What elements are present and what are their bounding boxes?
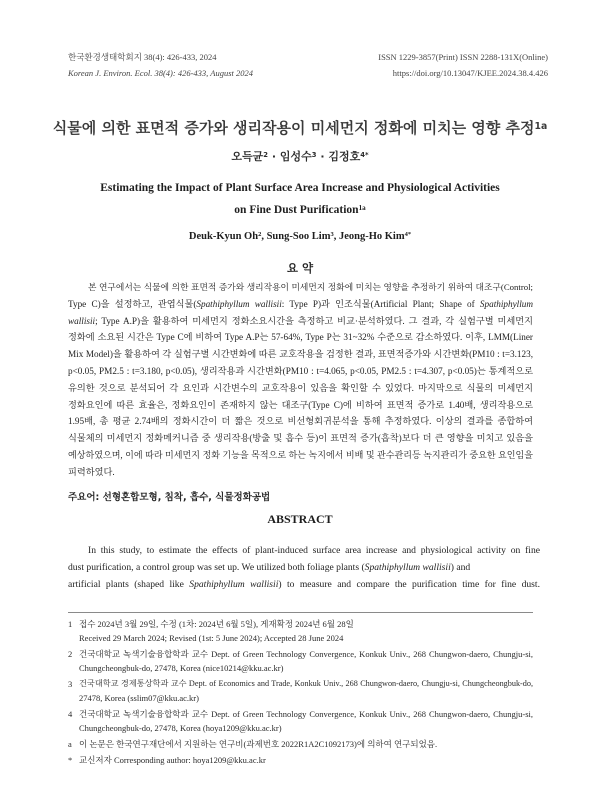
keywords-label: 주요어: [68,492,100,503]
abstract-korean-heading: 요 약 [286,261,314,275]
abstract-korean-line [68,430,533,447]
title-korean-footnote-ref: 1a [534,120,548,132]
doi-link[interactable]: https://doi.org/10.13047/KJEE.2024.38.4.426 [392,68,548,78]
text-run: 식물체의 미세먼지 정화메커니즘 중 생리작용(방출 및 흡수 등)이 표면적 증가(흡착)보다 더 큰 영향을 미치고 있음을 [68,433,533,444]
author-affiliation-ref: 3 [330,231,334,239]
text-run: In this study, to estimate the effects of plant-induced surface area increase and physiological activity on fine [88,545,540,556]
text-run: : Type P)과 인조식물(Artificial Plant; Shape of [281,298,480,309]
text-run: Type C)을 설정하고, 관엽식물( [68,298,197,309]
author-name: 오득균 [231,150,264,163]
abstract-korean-line [68,380,533,397]
text-run: Mix Model)을 활용하여 각 실험구별 시간변화에 따른 교호작용을 검정한 결과, 표면적증가와 시간변화(PM10 : t=3.123, [68,349,533,360]
italic-text-run: wallisii [68,315,96,326]
footnote-line-text [79,663,283,673]
abstract-korean-line-text [68,467,115,477]
footnote-line-text [79,619,354,629]
footnote-body [79,677,533,705]
journal-header-right [378,49,548,81]
footnote-body [79,737,533,751]
author-affiliation-ref: 4* [404,231,412,239]
footnote-body [79,617,533,645]
footnote-line [79,647,533,661]
footnote-mark: 3 [68,679,73,689]
text-run: 접수 2024년 3월 29일, 수정 (1차: 2024년 6월 5일), 게재확정 2024년 6월 28일 [79,619,354,629]
author-separator: · [268,150,280,163]
text-run: artificial plants (shaped like [68,578,190,590]
italic-text-run: Spathiphyllum wallisii [189,578,279,590]
footnote-line [79,617,533,631]
text-run: 건국대학교 녹색기술융합학과 교수 Dept. of Green Technology Convergence, Konkuk Univ., 268 Chungwon-daero, Chungju-si, [79,709,533,719]
text-run: 정화요인에 따른 효율은, 정화요인이 존재하지 않는 대조구(Type C)에 비하여 표면적 증가로 1.40배, 생리작용으로 [68,399,533,410]
footnote-mark: a [68,739,72,749]
text-run: ) to measure and compare the purification time for fine dust. [278,578,540,590]
abstract-korean-line [68,329,533,346]
abstract-korean-line [68,413,533,430]
abstract-english [68,543,540,593]
abstract-english-line [68,543,540,560]
text-run: 본 연구에서는 식물에 의한 표면적 증가와 생리작용이 미세먼지 정화에 미치는 영향을 추정하기 위하여 대조구(Control; [88,282,533,292]
journal-name-english: Korean J. Environ. Ecol. 38(4): 426-433, August 2024 [68,68,254,78]
footnote-body [79,753,533,767]
abstract-english-line-text [68,562,470,573]
footnote-line [79,721,533,735]
text-run: p<0.05, PM2.5 : t=3.180, p<0.05), 생리작용과 시간변화(PM10 : t=4.065, p<0.05, PM2.5 : t=4.307, p<0.05)는 통계적으로 [68,365,533,376]
text-run: 이 논문은 한국연구재단에서 지원하는 연구비(과제번호 2022R1A2C1092173)에 의하여 연구되었음. [79,739,438,749]
text-run: 건국대학교 경제통상학과 교수 Dept. of Economics and Trade, Konkuk Univ., 268 Chungwon-daero, Chungju-si, Chungcheongbuk-do, [79,679,533,688]
keywords [68,490,533,506]
title-english-line [40,177,560,199]
abstract-korean-line-text [88,282,533,292]
title-korean [20,118,580,138]
footnote-body [79,647,533,675]
abstract-korean-line-text [68,299,533,309]
abstract-korean-line [68,464,533,481]
text-run: 정화에 소요된 시간은 Type C에 비하여 Type A.P는 57-64%, Type P는 31~32% 수준으로 감소하였다. 이후, LMM(Liner [68,332,533,343]
authors-english [40,229,560,245]
text-run: 27478, Korea (sslim07@kku.ac.kr) [79,693,199,703]
text-run: 유의한 것으로 분석되어 각 요인과 시간변수의 교호작용이 있음을 확인할 수 있었다. 마지막으로 식물의 미세먼지 [68,382,533,393]
text-run: dust purification, a control group was set up. We utilized both foliage plants ( [68,561,365,573]
footnote-line [79,753,533,767]
abstract-korean-line-text [68,332,533,342]
footnotes [68,617,533,769]
title-english-text: on Fine Dust Purification [234,204,359,216]
abstract-korean-line [68,296,533,313]
italic-text-run: Spathiphyllum wallisii [196,298,282,309]
footnote-line-text [79,693,199,703]
keywords-list: 선형혼합모형, 침착, 흡수, 식물정화공법 [102,492,271,503]
title-english-line [40,199,560,221]
author-affiliation-ref: 3 [311,150,317,159]
author-name: 김정호 [328,150,361,163]
footnote-line-text [79,679,533,688]
footnote-line [79,737,533,751]
text-run: ) and [450,561,471,573]
text-run: 건국대학교 녹색기술융합학과 교수 Dept. of Green Technology Convergence, Konkuk Univ., 268 Chungwon-daero, Chungju-si, [79,649,533,659]
footnote [68,647,533,675]
author-name: 임성수 [279,150,312,163]
footnote-line [79,661,533,675]
abstract-english-line [68,560,540,577]
abstract-korean-line [68,397,533,414]
abstract-korean-line-text [68,416,533,426]
text-run: 예상하였으며, 이에 따라 미세먼지 정화 기능을 목적으로 하는 녹지에서 비배 및 관수관리등 녹지관리가 중요한 요인임을 [68,449,533,460]
title-english-footnote-ref: 1a [358,203,366,212]
abstract-english-line-text [88,545,540,556]
italic-text-run: Spathiphyllum wallisii [364,561,451,573]
abstract-korean [68,279,533,481]
footnote-mark: 1 [68,619,73,629]
footnote-line [79,707,533,721]
issn-text: ISSN 1229-3857(Print) ISSN 2288-131X(Online) [378,52,548,62]
title-english [40,177,560,221]
abstract-korean-line [68,279,533,296]
footnote-line-text [79,633,343,643]
text-run: ; Type A.P)을 활용하여 미세먼지 정화소요시간을 측정하고 비교·분석하였다. 그 결과, 각 실험구별 미세먼지 [95,315,533,326]
abstract-korean-line-text [68,316,533,326]
abstract-korean-line-text [68,433,533,443]
text-run: Chungcheongbuk-do, 27478, Korea (nice10214@kku.ac.kr) [79,663,284,673]
text-run: 피력하였다. [68,466,115,477]
footnote-body [79,707,533,735]
abstract-korean-line [68,313,533,330]
footnote-mark: 4 [68,709,73,719]
footnote-divider [68,612,533,613]
italic-text-run: Spathiphyllum [479,298,533,309]
abstract-korean-line [68,447,533,464]
footnote-line [79,691,533,705]
footnote-line-text [79,755,266,765]
footnote-mark: * [68,755,73,765]
abstract-korean-line-text [68,400,533,410]
author-affiliation-ref: 4* [360,150,369,159]
author-affiliation-ref: 2 [258,231,262,239]
footnote-line-text [79,739,437,749]
journal-name-korean: 한국환경생태학회지 38(4): 426-433, 2024 [68,52,217,62]
text-run: 1.95배, 총 평균 2.74배의 정화시간이 더 짧은 것으로 비선형회귀분석을 통해 추정하였다. 이상의 결과를 종합하여 [68,416,533,427]
author-name: Deuk-Kyun Oh [188,231,259,242]
author-separator: , [261,231,267,242]
title-english-text: Estimating the Impact of Plant Surface Area Increase and Physiological Activities [100,182,500,194]
footnote [68,707,533,735]
footnote [68,737,533,751]
footnote-line-text [79,709,533,719]
title-korean-text: 식물에 의한 표면적 증가와 생리작용이 미세먼지 정화에 미치는 영향 추정 [52,119,535,137]
footnote-line-text [79,649,533,659]
footnote-mark: 2 [68,649,73,659]
abstract-korean-line [68,363,533,380]
abstract-english-line-text [68,579,540,590]
abstract-korean-line [68,346,533,363]
author-name: Jeong-Ho Kim [338,231,405,242]
text-run: Received 29 March 2024; Revised (1st: 5 June 2024); Accepted 28 June 2024 [79,633,344,643]
text-run: 교신저자 Corresponding author: hoya1209@kku.ac.kr [79,755,266,765]
author-affiliation-ref: 2 [263,150,269,159]
journal-header-left [68,49,253,81]
abstract-english-heading: ABSTRACT [267,512,333,526]
footnote-line [79,677,533,691]
authors-korean [40,149,560,165]
abstract-english-line [68,577,540,594]
abstract-korean-line-text [68,450,533,460]
footnote-line [79,631,533,645]
footnote [68,753,533,767]
footnote [68,677,533,705]
footnote [68,617,533,645]
text-run: Chungcheongbuk-do, 27478, Korea (hoya1209@kku.ac.kr) [79,723,282,733]
abstract-korean-line-text [68,383,533,393]
author-separator: · [316,150,329,163]
author-separator: , [333,231,339,242]
footnote-line-text [79,723,282,733]
author-name: Sung-Soo Lim [266,231,331,242]
abstract-korean-line-text [68,349,533,359]
abstract-korean-line-text [68,366,533,376]
